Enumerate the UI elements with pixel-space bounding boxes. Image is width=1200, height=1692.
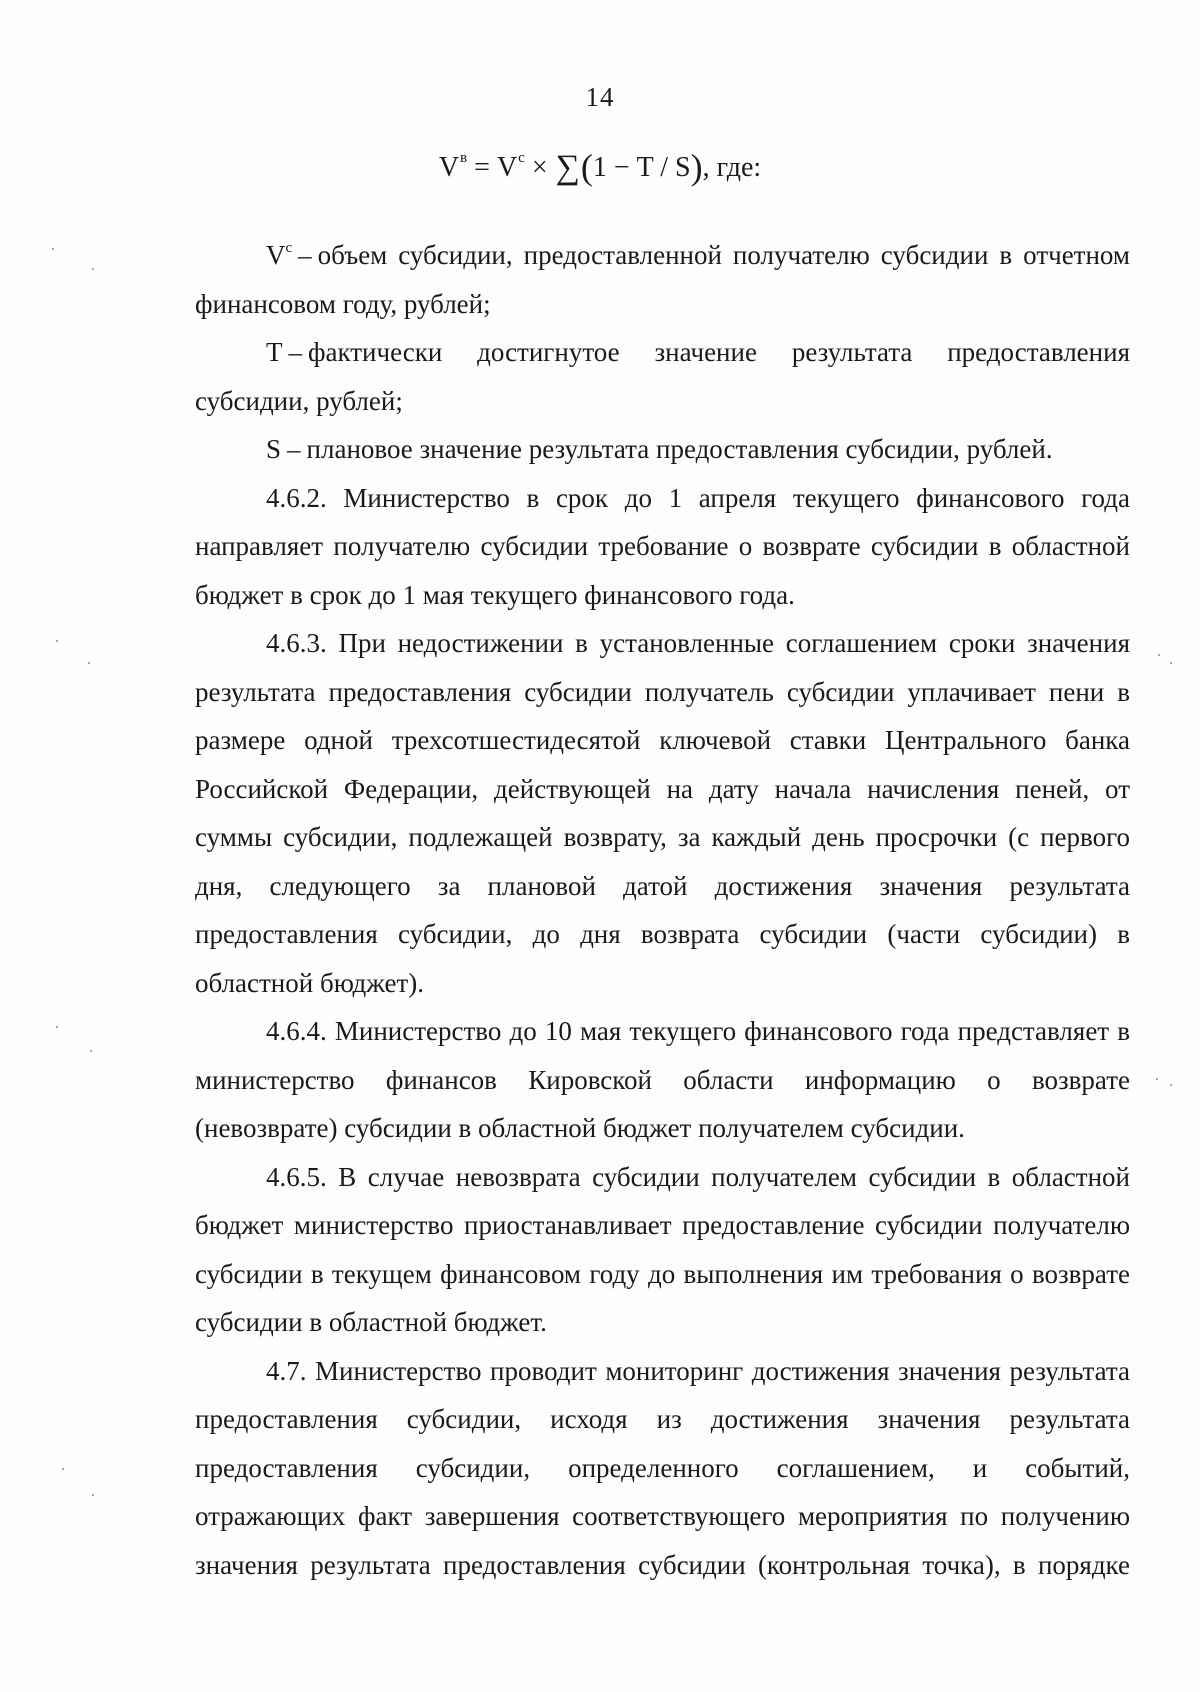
definition-dash: – (288, 337, 302, 367)
scan-speck (88, 662, 90, 664)
definition-text: объем субсидии, предоставленной получателю субсидии в отчетном финансовом году, рублей; (195, 240, 1130, 319)
scan-speck (56, 1026, 58, 1028)
formula-equals: = (474, 152, 490, 183)
formula-v: V (496, 152, 518, 183)
scan-speck (62, 1468, 64, 1470)
definition-text: фактически достигнутое значение результата предоставления субсидии, рублей; (195, 337, 1130, 416)
formula-times: × (531, 152, 548, 183)
document-body (195, 224, 1130, 1589)
definition-dash: – (298, 240, 312, 270)
formula-v-sup: с (518, 150, 525, 166)
definition-symbol: $V^с$ (266, 240, 293, 270)
formula-lhs: V (438, 152, 460, 183)
scan-speck (1158, 654, 1160, 656)
formula-close-paren: ) (690, 147, 703, 187)
definition-symbol: S (266, 434, 282, 464)
definition-text: плановое значение результата предоставления субсидии, рублей. (306, 434, 1053, 464)
formula-sum-symbol: ∑ (555, 149, 580, 186)
paragraph-4-6-4: 4.6.4. Министерство до 10 мая текущего финансового года представляет в министерство финансов Кировской области информацию о возврате (невозврате) субсидии в областной бюджет получателем субсидии. (195, 1016, 1130, 1143)
scan-speck (1170, 1084, 1172, 1086)
page-number: 14 (585, 82, 615, 112)
formula-expression: 1 − T / S (592, 152, 691, 183)
formula (0, 146, 1200, 188)
definition-symbol: T (266, 337, 283, 367)
formula-tail: , где: (702, 152, 762, 183)
scan-speck (90, 1050, 92, 1052)
formula-lhs-sup: в (460, 150, 468, 166)
paragraph-4-6-3: 4.6.3. При недостижении в установленные соглашением сроки значения результата предоставления субсидии получатель субсидии уплачивает пени в размере одной трехсотшестидесятой ключевой ставки Центрального банка Российской Федерации, действующей на дату начала начисления пеней, от суммы субсидии, подлежащей возврату, за каждый день просрочки (с первого дня, следующего за плановой датой достижения значения результата предоставления субсидии, до дня возврата субсидии (части субсидии) в областной бюджет). (195, 628, 1130, 998)
scan-speck (92, 1494, 94, 1496)
scan-speck (56, 640, 58, 642)
definition-t (195, 328, 1130, 425)
definition-s (195, 425, 1130, 474)
scan-speck (1170, 662, 1172, 664)
formula-open-paren: ( (580, 147, 593, 187)
paragraph-4-7: 4.7. Министерство проводит мониторинг достижения значения результата предоставления субсидии, исходя из достижения значения результата предоставления субсидии, определенного соглашением, и событий, отражающих факт завершения соответствующего мероприятия по получению значения результата предоставления субсидии (контрольная точка), в порядке (195, 1355, 1130, 1580)
definition-dash: – (287, 434, 301, 464)
scan-speck (92, 268, 94, 270)
scan-speck (1156, 1078, 1158, 1080)
paragraph-4-6-5: 4.6.5. В случае невозврата субсидии получателем субсидии в областной бюджет министерство приостанавливает предоставление субсидии получателю субсидии в текущем финансовом году до выполнения им требования о возврате субсидии в областной бюджет. (195, 1161, 1130, 1337)
paragraph-4-6-2: 4.6.2. Министерство в срок до 1 апреля текущего финансового года направляет получателю субсидии требование о возврате субсидии в областной бюджет в срок до 1 мая текущего финансового года. (195, 482, 1130, 610)
scan-speck (52, 248, 54, 250)
definition-vc (195, 224, 1130, 328)
